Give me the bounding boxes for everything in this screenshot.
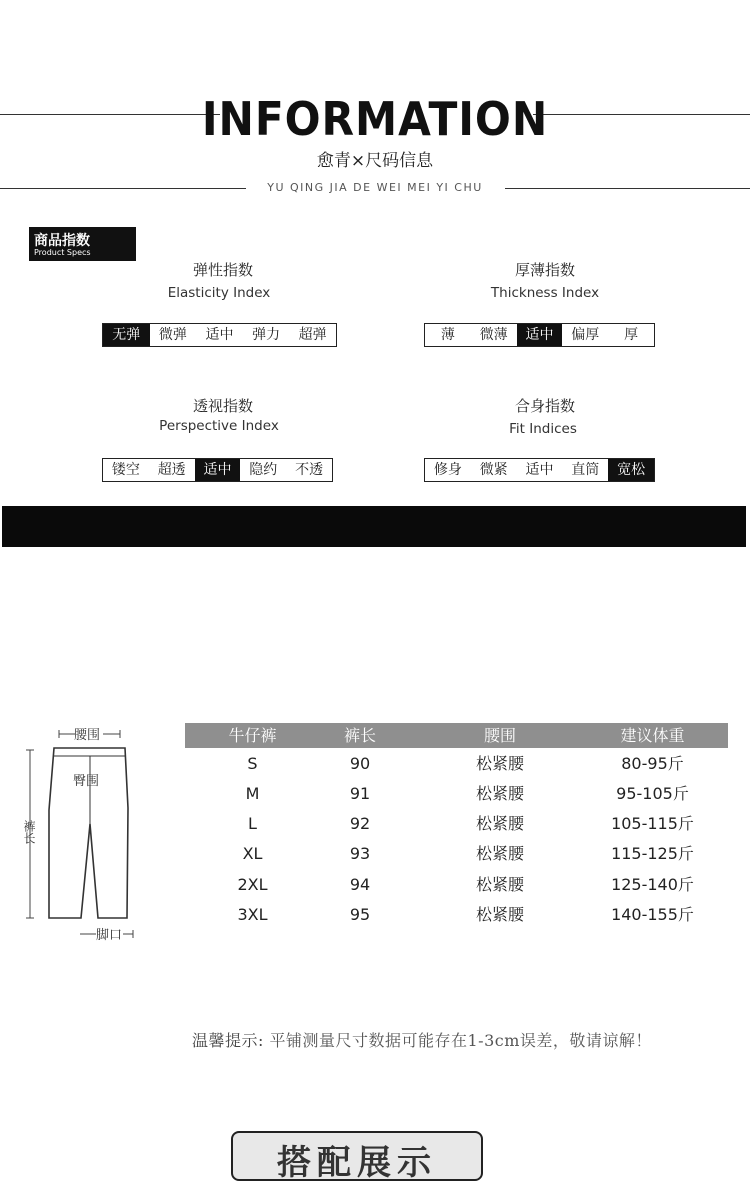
size-table-row — [185, 870, 728, 900]
size-table-cell: 91 — [349, 784, 371, 803]
fit-scale — [424, 458, 655, 482]
size-table-cell: XL — [242, 844, 263, 863]
matching-display-label: 搭配展示 — [277, 1143, 437, 1181]
pinyin-caption: YU QING JIA DE WEI MEI YI CHU — [267, 181, 483, 194]
size-table-cell: 105-115斤 — [611, 814, 694, 833]
fit-option: 微紧 — [479, 462, 508, 478]
diagram-length-label: 裤长 — [22, 820, 36, 844]
elasticity-option: 微弹 — [158, 327, 187, 343]
size-table-row — [185, 900, 728, 930]
size-table-cell: 3XL — [237, 905, 268, 924]
tip-lead: 温馨提示: — [192, 1031, 264, 1050]
size-table-cell: 93 — [349, 844, 371, 863]
size-table-header — [185, 723, 728, 748]
diagram-hem-label: 脚口 — [96, 928, 123, 943]
size-table-cell: 2XL — [237, 875, 268, 894]
thickness-option: 适中 — [517, 324, 563, 346]
size-table-cell: 94 — [349, 875, 371, 894]
thickness-title: 厚薄指数 — [514, 261, 575, 279]
fit-title: 合身指数 — [514, 397, 575, 415]
perspective-title: 透视指数 — [192, 397, 253, 415]
size-table-cell: 90 — [349, 754, 371, 773]
measurement-tip — [192, 1028, 652, 1051]
perspective-option: 不透 — [295, 462, 324, 478]
size-table-cell: S — [247, 754, 258, 773]
size-table-cell: 92 — [349, 814, 371, 833]
fit-option: 直筒 — [571, 462, 600, 478]
elasticity-scale — [102, 323, 337, 347]
fit-option: 宽松 — [608, 459, 654, 481]
size-table-cell: M — [245, 784, 260, 803]
size-table-header-cell: 腰围 — [483, 726, 516, 745]
elasticity-subtitle: Elasticity Index — [167, 285, 271, 301]
size-table-cell: 松紧腰 — [475, 754, 524, 773]
elasticity-title: 弹性指数 — [192, 261, 253, 279]
thickness-option: 薄 — [440, 327, 455, 343]
product-specs-tag — [29, 227, 136, 261]
size-table-cell: L — [248, 814, 257, 833]
section-divider-band — [2, 506, 746, 547]
page-subtitle: 愈青×尺码信息 — [316, 151, 434, 171]
perspective-scale — [102, 458, 333, 482]
size-table-header-cell: 建议体重 — [620, 726, 685, 745]
perspective-subtitle: Perspective Index — [159, 418, 279, 434]
perspective-option: 超透 — [157, 462, 186, 478]
elasticity-option: 超弹 — [298, 327, 327, 343]
diagram-waist-label: 腰围 — [74, 728, 101, 743]
elasticity-option: 弹力 — [252, 327, 281, 343]
product-specs-en: Product Specs — [34, 248, 91, 257]
thickness-scale — [424, 323, 655, 347]
size-table-cell: 松紧腰 — [475, 905, 524, 924]
size-table-cell: 松紧腰 — [475, 875, 524, 894]
size-table-row — [185, 779, 728, 809]
size-table-cell: 95 — [349, 905, 371, 924]
diagram-hip-label: 臀围 — [73, 774, 100, 789]
product-specs-zh: 商品指数 — [34, 233, 90, 249]
perspective-option: 隐约 — [249, 462, 278, 478]
size-table-cell: 松紧腰 — [475, 814, 524, 833]
fit-option: 修身 — [433, 462, 462, 478]
size-table-cell: 95-105斤 — [616, 784, 689, 803]
size-table-header-cell: 牛仔裤 — [228, 726, 277, 745]
pants-diagram — [15, 720, 145, 950]
size-table-cell: 松紧腰 — [475, 784, 524, 803]
perspective-option: 适中 — [195, 459, 241, 481]
tip-text: 平铺测量尺寸数据可能存在1-3cm误差，敬请谅解！ — [269, 1031, 652, 1050]
size-table-cell: 80-95斤 — [621, 754, 684, 773]
fit-option: 适中 — [525, 462, 554, 478]
perspective-option: 镂空 — [111, 462, 140, 478]
fit-subtitle: Fit Indices — [509, 421, 577, 437]
size-table-cell: 125-140斤 — [611, 875, 694, 894]
thickness-option: 微薄 — [479, 327, 508, 343]
elasticity-option: 无弹 — [103, 324, 150, 346]
size-table-row — [185, 839, 728, 869]
size-table-cell: 115-125斤 — [611, 844, 694, 863]
size-table-row — [185, 749, 728, 779]
size-table-row — [185, 809, 728, 839]
size-table-cell: 140-155斤 — [611, 905, 694, 924]
elasticity-option: 适中 — [205, 327, 234, 343]
thickness-subtitle: Thickness Index — [490, 285, 600, 301]
matching-display-banner — [231, 1131, 483, 1181]
thickness-option: 厚 — [624, 327, 639, 343]
size-table-header-cell: 裤长 — [343, 726, 376, 745]
size-table-cell: 松紧腰 — [475, 844, 524, 863]
page-title: INFORMATION — [201, 92, 549, 146]
thickness-option: 偏厚 — [571, 327, 600, 343]
